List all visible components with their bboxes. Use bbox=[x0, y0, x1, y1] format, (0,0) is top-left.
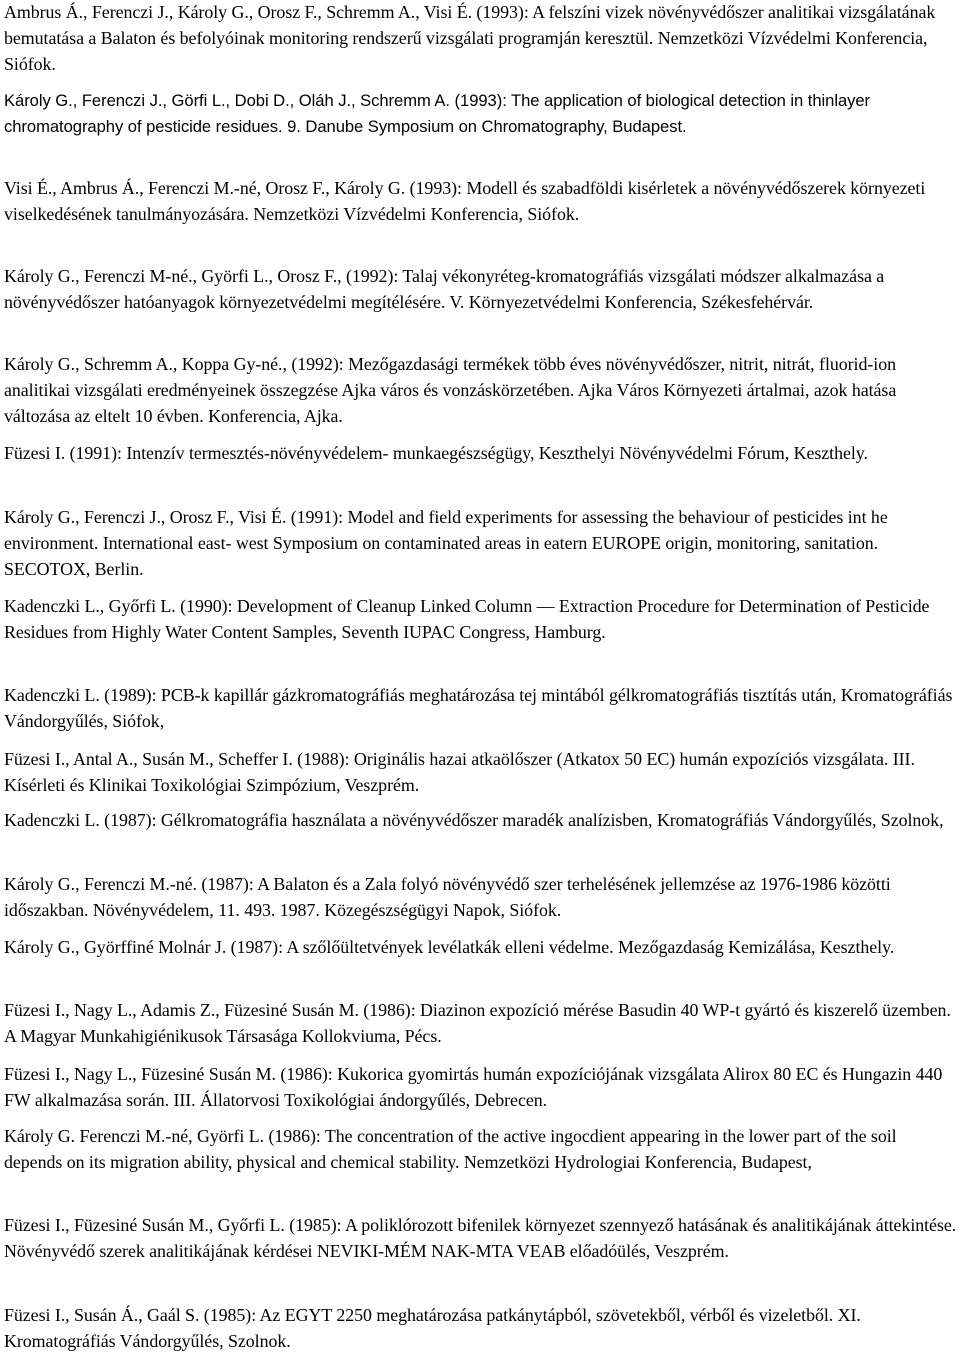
reference-item-3: Visi É., Ambrus Á., Ferenczi M.-né, Orosz F., Károly G. (1993): Modell és szabadföldi kisérletek a növényvédőszerek környezeti viselkedésének tanulmányozására. Nemzetközi Vízvédelmi Konferencia, Siófok. bbox=[4, 178, 926, 224]
reference-item-12: Károly G., Ferenczi M.-né. (1987): A Balaton és a Zala folyó növényvédő szer terhelésének jellemzése az 1976-1986 közötti időszakban. Növényvédelem, 11. 493. 1987. Közegészségügyi Napok, Siófok. bbox=[4, 874, 891, 920]
reference-item-14: Füzesi I., Nagy L., Adamis Z., Füzesiné Susán M. (1986): Diazinon expozíció mérése Basudin 40 WP-t gyártó és kiszerelő üzemben. A Magyar Munkahigiénikusok Társasága Kollokviuma, Pécs. bbox=[4, 1000, 951, 1046]
reference-item-17: Füzesi I., Füzesiné Susán M., Győrfi L. (1985): A poliklórozott bifenilek környezet szennyező hatásának és analitikájának áttekintése. Növényvédő szerek analitikájának kérdései NEVIKI-MÉM NAK-MTA VEAB előadóülés, Veszprém. bbox=[4, 1215, 957, 1261]
reference-item-18: Füzesi I., Susán Á., Gaál S. (1985): Az EGYT 2250 meghatározása patkánytápból, szövetekből, vérből és vizeletből. XI. Kromatográfiás Vándorgyűlés, Szolnok. bbox=[4, 1305, 861, 1351]
reference-item-1: Ambrus Á., Ferenczi J., Károly G., Orosz F., Schremm A., Visi É. (1993): A felszíni vizek növényvédőszer analitikai vizsgálatának bemutatása a Balaton és befolyóinak monitoring rendszerű vizsgálati programján keresztül. Nemzetközi Vízvédelmi Konferencia, Siófok. bbox=[4, 2, 936, 74]
reference-item-7: Károly G., Ferenczi J., Orosz F., Visi É. (1991): Model and field experiments for assessing the behaviour of pesticides int he environment. International east- west Symposium on contaminated areas in eatern EUROPE origin, monitoring, sanitation. SECOTOX, Berlin. bbox=[4, 507, 888, 579]
reference-item-15: Füzesi I., Nagy L., Füzesiné Susán M. (1986): Kukorica gyomirtás humán expozíciójának vizsgálata Alirox 80 EC és Hungazin 440 FW alkalmazása során. III. Állatorvosi Toxikológiai ándorgyűlés, Debrecen. bbox=[4, 1064, 943, 1110]
reference-item-9: Kadenczki L. (1989): PCB-k kapillár gázkromatográfiás meghatározása tej mintából gélkromatográfiás tisztítás után, Kromatográfiás Vándorgyűlés, Siófok, bbox=[4, 685, 953, 731]
reference-item-16: Károly G. Ferenczi M.-né, Györfi L. (1986): The concentration of the active ingocdient appearing in the lower part of the soil depends on its migration ability, physical and chemical stability. Nemzetközi Hydrologiai Konferencia, Budapest, bbox=[4, 1126, 897, 1172]
reference-item-13: Károly G., Györffiné Molnár J. (1987): A szőlőültetvények levélatkák elleni védelme. Mezőgazdaság Kemizálása, Keszthely. bbox=[4, 937, 895, 957]
reference-item-8: Kadenczki L., Győrfi L. (1990): Development of Cleanup Linked Column ― Extraction Procedure for Determination of Pesticide Residues from Highly Water Content Samples, Seventh IUPAC Congress, Hamburg. bbox=[4, 596, 930, 642]
reference-item-5: Károly G., Schremm A., Koppa Gy-né., (1992): Mezőgazdasági termékek több éves növényvédőszer, nitrit, nitrát, fluorid-ion analitikai vizsgálati eredményeinek összegzése Ajka város és vonzáskörzetében. Ajka Város Környezeti ártalmai, azok hatása változása az eltelt 10 évben. Konferencia, Ajka. bbox=[4, 354, 897, 426]
reference-item-2: Károly G., Ferenczi J., Görfi L., Dobi D., Oláh J., Schremm A. (1993): The application of biological detection in thinlayer chromatography of pesticide residues. 9. Danube Symposium on Chromatography, Budapest. bbox=[4, 91, 871, 136]
reference-item-6: Füzesi I. (1991): Intenzív termesztés-növényvédelem- munkaegészségügy, Keszthelyi Növényvédelmi Fórum, Keszthely. bbox=[4, 443, 868, 463]
reference-item-4: Károly G., Ferenczi M-né., Györfi L., Orosz F., (1992): Talaj vékonyréteg-kromatográfiás vizsgálati módszer alkalmazása a növényvédőszer hatóanyagok környezetvédelmi megítélésére. V. Környezetvédelmi Konferencia, Székesfehérvár. bbox=[4, 266, 885, 312]
reference-item-11: Kadenczki L. (1987): Gélkromatográfia használata a növényvédőszer maradék analízisben, Kromatográfiás Vándorgyűlés, Szolnok, bbox=[4, 810, 944, 830]
reference-item-10: Füzesi I., Antal A., Susán M., Scheffer I. (1988): Originális hazai atkaölőszer (Atkatox 50 EC) humán expozíciós vizsgálata. III. Kísérleti és Klinikai Toxikológiai Szimpózium, Veszprém. bbox=[4, 749, 915, 795]
